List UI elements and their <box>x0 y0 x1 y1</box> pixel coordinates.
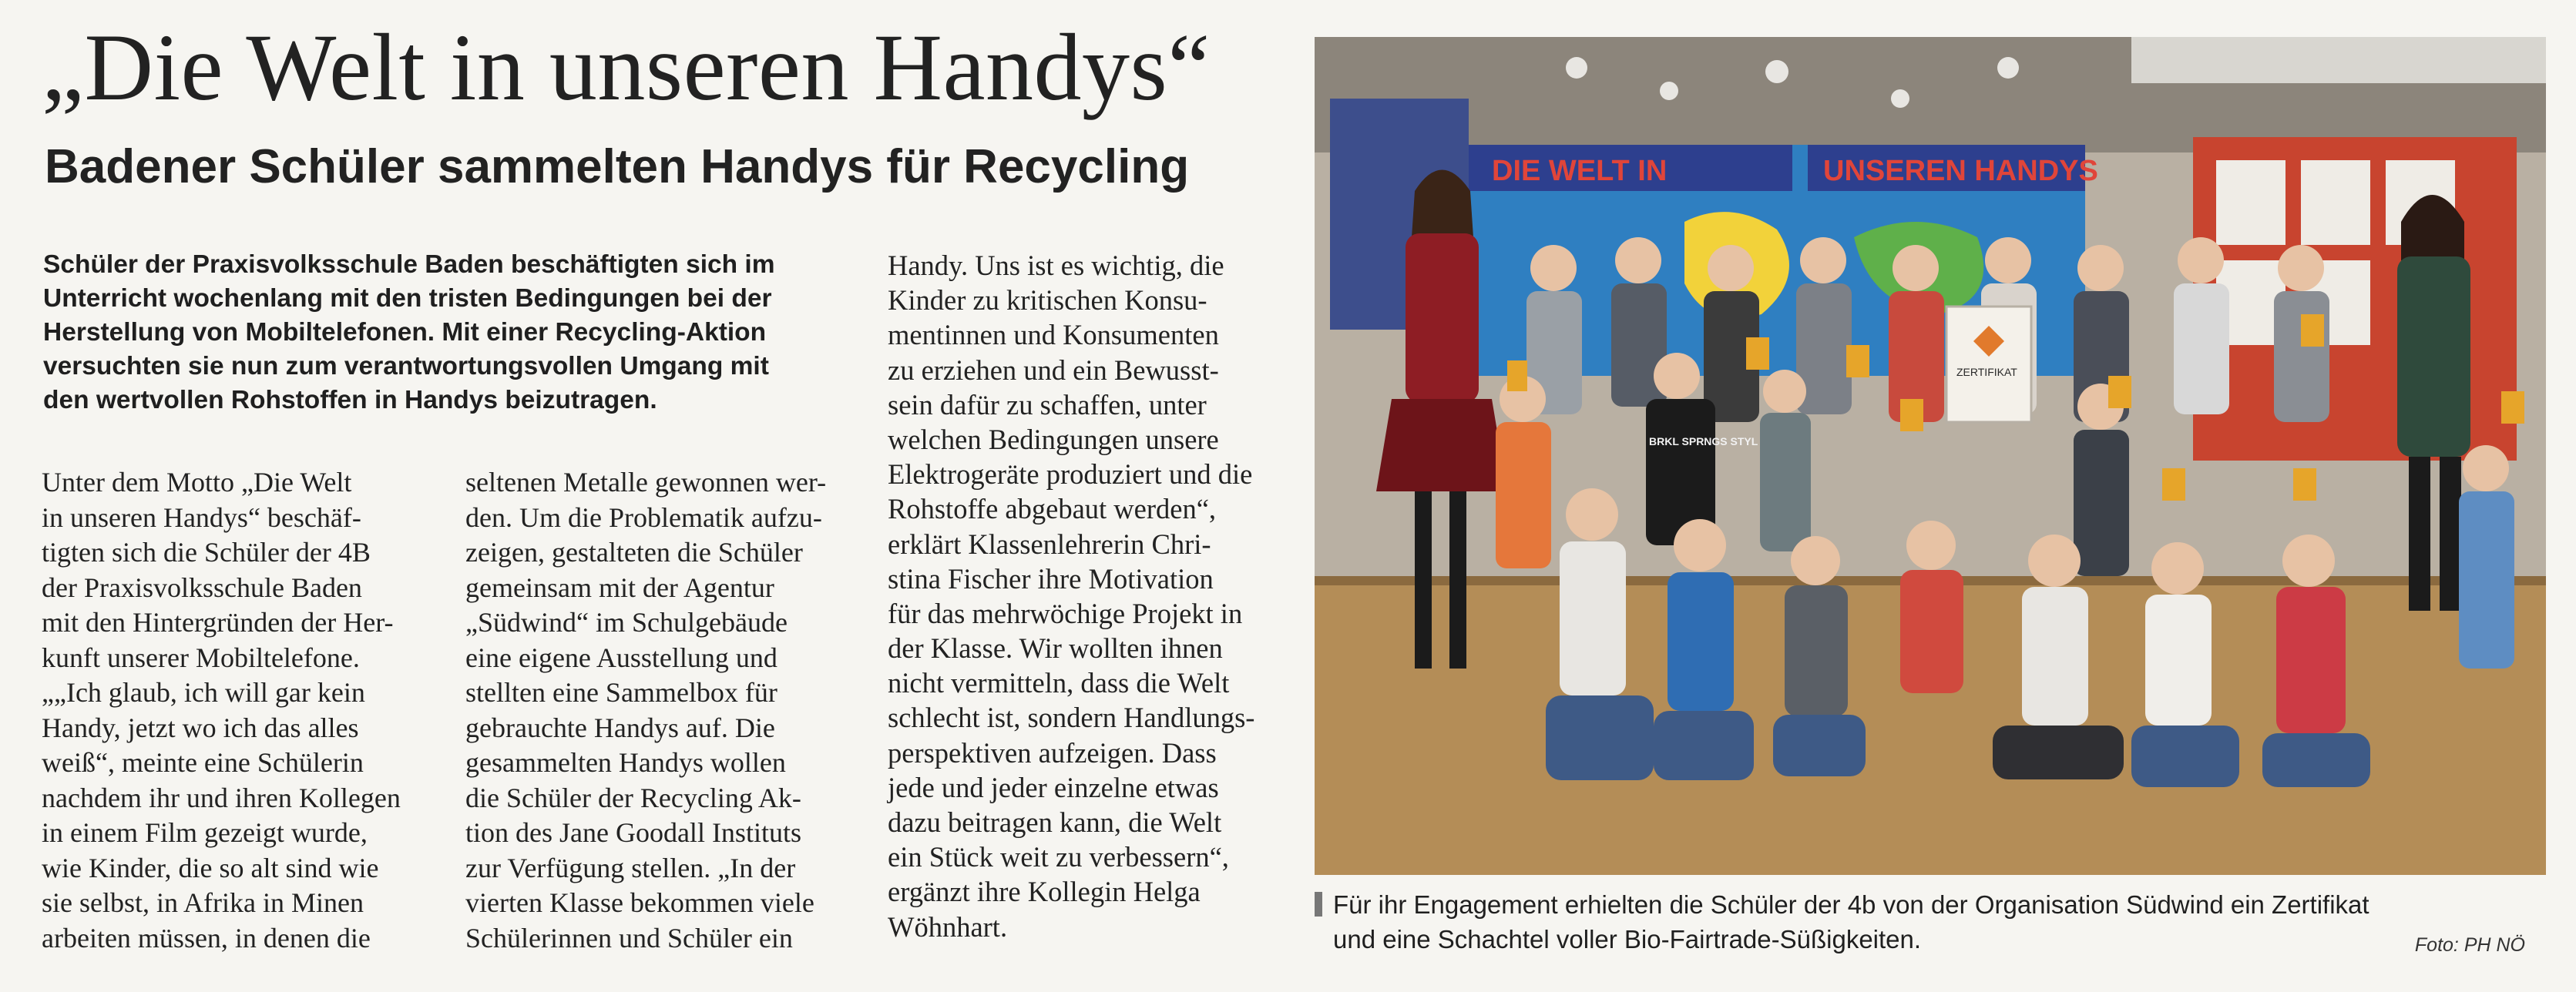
body-line: „Südwind“ im Schulgebäude <box>465 607 788 638</box>
body-line: dazu beitragen kann, die Welt <box>888 806 1222 838</box>
body-line: eine eigene Ausstellung und <box>465 642 778 673</box>
body-line: in unseren Handys“ beschäf- <box>42 501 361 533</box>
lead-line: den wertvollen Rohstoffen in Handys beizutragen. <box>43 386 657 414</box>
lead-line: Unterricht wochenlang mit den tristen Bedingungen bei der <box>43 284 772 313</box>
body-line: perspektiven aufzeigen. Dass <box>888 736 1217 769</box>
caption-text: Für ihr Engagement erhielten die Schüler der 4b von der Organisation Südwind ein Zertifikat <box>1333 890 2369 919</box>
body-line: nachdem ihr und ihren Kollegen <box>42 782 401 813</box>
subheadline: Badener Schüler sammelten Handys für Recycling <box>45 140 1190 193</box>
body-line: für das mehrwöchige Projekt in <box>888 597 1243 629</box>
caption-marker <box>1315 892 1322 917</box>
body-line: Kinder zu kritischen Konsu- <box>888 284 1207 317</box>
class-photo-illustration <box>1315 37 2546 875</box>
body-column-3 <box>888 248 1282 944</box>
body-line: der Klasse. Wir wollten ihnen <box>888 632 1223 665</box>
body-line: Schülerinnen und Schüler ein <box>465 922 793 953</box>
body-line: die Schüler der Recycling Ak- <box>465 782 801 813</box>
body-line: weiß“, meinte eine Schülerin <box>42 747 364 778</box>
caption-line <box>1315 922 2546 957</box>
body-line: sie selbst, in Afrika in Minen <box>42 887 364 918</box>
body-line: seltenen Metalle gewonnen wer- <box>465 467 827 498</box>
body-column-1 <box>42 465 427 956</box>
lead-line: versuchten sie nun zum verantwortungsvollen Umgang mit <box>43 352 769 380</box>
body-line: Rohstoffe abgebaut werden“, <box>888 493 1217 525</box>
body-line: arbeiten müssen, in denen die <box>42 922 371 953</box>
lead-paragraph <box>43 248 854 417</box>
body-line: gemeinsam mit der Agentur <box>465 571 774 603</box>
body-line: schlecht ist, sondern Handlungs- <box>888 702 1255 734</box>
photo-caption <box>1315 887 2546 957</box>
shirt-text: BRKL SPRNGS STYL <box>1649 435 1758 447</box>
body-line: gesammelten Handys wollen <box>465 747 786 778</box>
body-line: Elektrogeräte produziert und die <box>888 458 1253 491</box>
body-line: stina Fischer ihre Motivation <box>888 562 1214 595</box>
banner-right-text: UNSEREN HANDYS <box>1823 155 2098 187</box>
body-line: tigten sich die Schüler der 4B <box>42 537 371 568</box>
body-line: in einem Film gezeigt wurde, <box>42 817 368 848</box>
lead-line: Schüler der Praxisvolksschule Baden beschäftigten sich im <box>43 250 775 279</box>
class-photo <box>1315 37 2546 875</box>
lead-line: Herstellung von Mobiltelefonen. Mit einer Recycling-Aktion <box>43 318 767 347</box>
body-column-2 <box>465 465 851 956</box>
body-line: vierten Klasse bekommen viele <box>465 887 814 918</box>
body-line: ein Stück weit zu verbessern“, <box>888 841 1229 873</box>
body-line: ergänzt ihre Kollegin Helga <box>888 876 1201 908</box>
body-line: zeigen, gestalteten die Schüler <box>465 537 803 568</box>
caption-text: und eine Schachtel voller Bio-Fairtrade-Süßigkeiten. <box>1333 925 1922 953</box>
caption-line <box>1315 887 2546 922</box>
body-line: Handy. Uns ist es wichtig, die <box>888 250 1224 281</box>
body-line: welchen Bedingungen unsere <box>888 423 1219 455</box>
headline: „Die Welt in unseren Handys“ <box>42 15 1211 120</box>
body-line: erklärt Klassenlehrerin Chri- <box>888 528 1211 560</box>
body-line: Wöhnhart. <box>888 910 1008 943</box>
body-line: der Praxisvolksschule Baden <box>42 571 362 603</box>
banner-left-text: DIE WELT IN <box>1492 155 1668 187</box>
body-line: Handy, jetzt wo ich das alles <box>42 712 359 743</box>
body-line: mentinnen und Konsumenten <box>888 319 1219 351</box>
body-line: zu erziehen und ein Bewusst- <box>888 354 1219 386</box>
body-line: „„Ich glaub, ich will gar kein <box>42 677 365 708</box>
body-line: kunft unserer Mobiltelefone. <box>42 642 360 673</box>
body-line: stellten eine Sammelbox für <box>465 677 778 708</box>
body-line: tion des Jane Goodall Instituts <box>465 817 801 848</box>
body-line: sein dafür zu schaffen, unter <box>888 388 1207 421</box>
body-line: gebrauchte Handys auf. Die <box>465 712 775 743</box>
certificate-text: ZERTIFIKAT <box>1956 366 2017 378</box>
body-line: jede und jeder einzelne etwas <box>888 771 1219 803</box>
body-line: mit den Hintergründen der Her- <box>42 607 394 638</box>
photo-credit: Foto: PH NÖ <box>2414 934 2525 956</box>
body-line: zur Verfügung stellen. „In der <box>465 852 796 883</box>
body-line: nicht vermitteln, dass die Welt <box>888 667 1230 699</box>
body-line: den. Um die Problematik aufzu- <box>465 501 822 533</box>
body-line: wie Kinder, die so alt sind wie <box>42 852 379 883</box>
body-line: Unter dem Motto „Die Welt <box>42 467 352 498</box>
